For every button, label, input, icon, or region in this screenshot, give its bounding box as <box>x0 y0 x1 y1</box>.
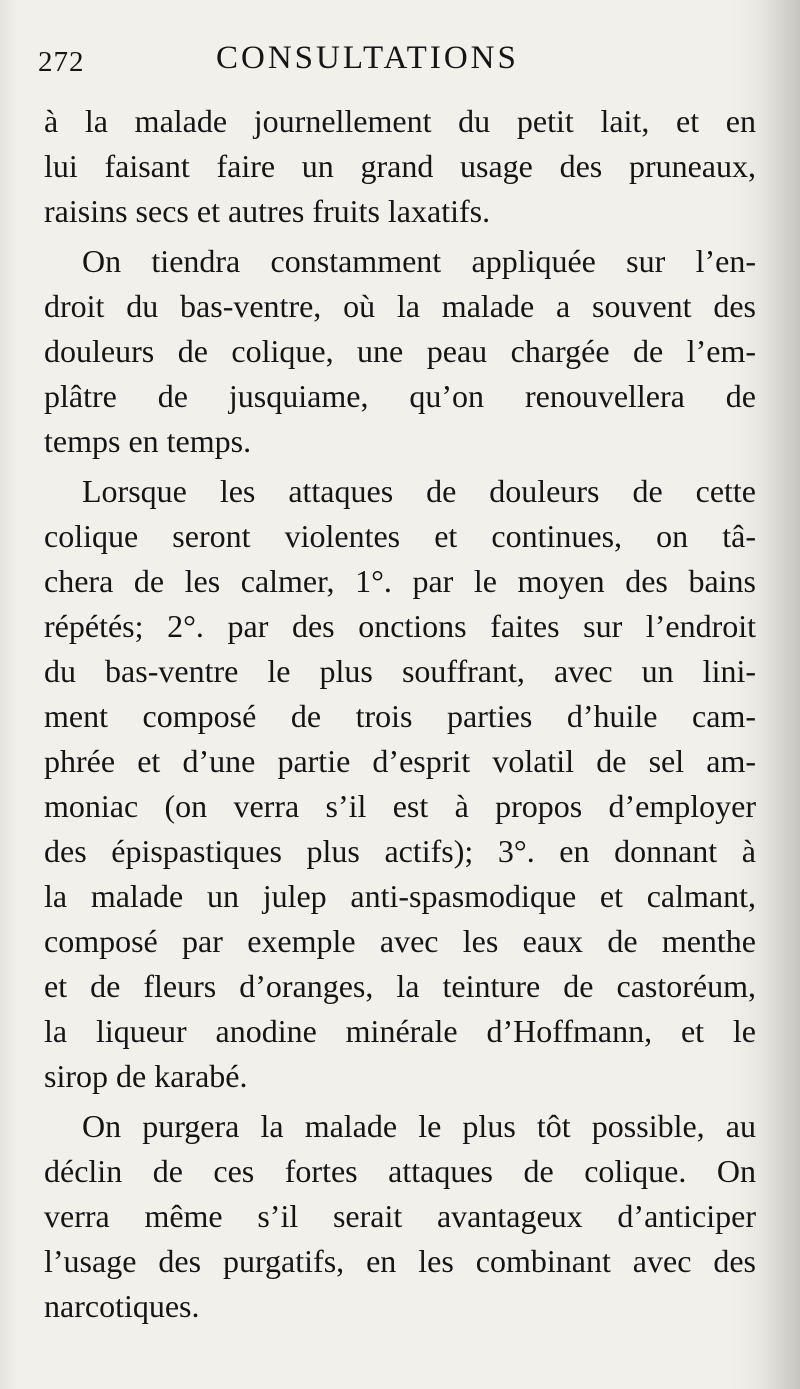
text-line: ment composé de trois parties d’huile cam- <box>44 698 756 734</box>
text-line: déclin de ces fortes attaques de colique. On <box>44 1153 756 1189</box>
text-line: l’usage des purgatifs, en les combinant avec des <box>44 1243 756 1279</box>
text-line: à la malade journellement du petit lait, et en <box>44 103 756 139</box>
page-header <box>34 36 754 86</box>
text-line: droit du bas-ventre, où la malade a souvent des <box>44 288 756 324</box>
text-line: sirop de karabé. <box>44 1058 248 1094</box>
text-line: douleurs de colique, une peau chargée de l’em- <box>44 333 756 369</box>
text-line: répétés; 2°. par des onctions faites sur l’endroit <box>44 608 756 644</box>
text-line: chera de les calmer, 1°. par le moyen des bains <box>44 563 756 599</box>
text-line: plâtre de jusquiame, qu’on renouvellera de <box>44 378 756 414</box>
text-line: temps en temps. <box>44 423 252 459</box>
text-line: Lorsque les attaques de douleurs de cette <box>82 473 756 509</box>
text-line: du bas-ventre le plus souffrant, avec un lini- <box>44 653 756 689</box>
text-line: verra même s’il serait avantageux d’anticiper <box>44 1198 756 1234</box>
text-line: On tiendra constamment appliquée sur l’en- <box>82 243 756 279</box>
text-line: narcotiques. <box>44 1288 200 1324</box>
text-line: colique seront violentes et continues, on tâ- <box>44 518 756 554</box>
text-line: la malade un julep anti-spasmodique et calmant, <box>44 878 756 914</box>
text-line: des épispastiques plus actifs); 3°. en donnant à <box>44 833 756 869</box>
text-line: et de fleurs d’oranges, la teinture de castoréum, <box>44 968 756 1004</box>
running-head: CONSULTATIONS <box>216 40 519 76</box>
text-line: phrée et d’une partie d’esprit volatil de sel am- <box>44 743 756 779</box>
page-number: 272 <box>38 46 85 78</box>
text-line: On purgera la malade le plus tôt possible, au <box>82 1108 756 1144</box>
text-line: la liqueur anodine minérale d’Hoffmann, et le <box>44 1013 756 1049</box>
text-line: lui faisant faire un grand usage des pruneaux, <box>44 148 756 184</box>
text-line: raisins secs et autres fruits laxatifs. <box>44 193 491 229</box>
text-line: moniac (on verra s’il est à propos d’employer <box>44 788 756 824</box>
text-line: composé par exemple avec les eaux de menthe <box>44 923 756 959</box>
